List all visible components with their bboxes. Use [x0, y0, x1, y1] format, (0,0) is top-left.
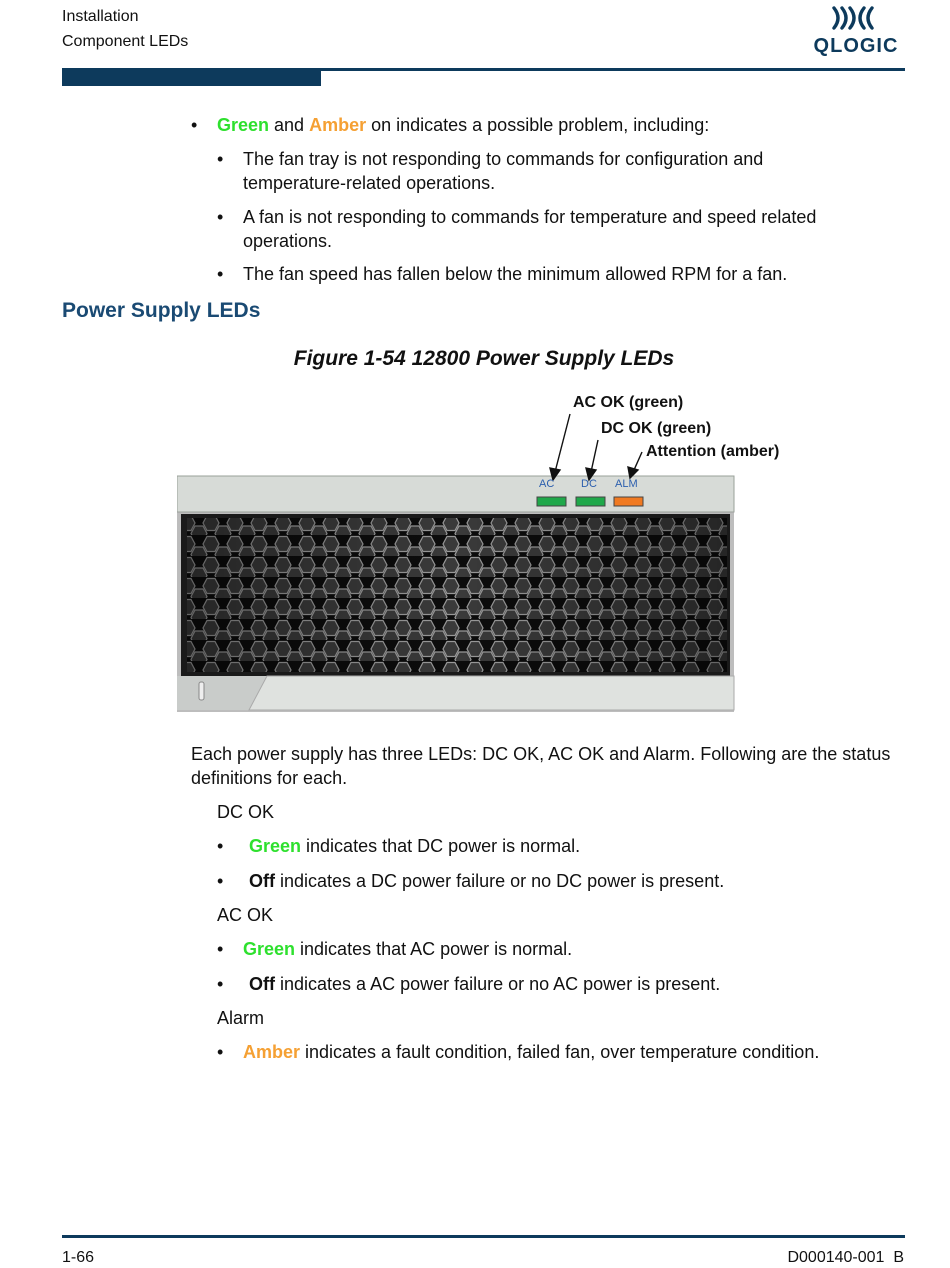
dc-led [576, 497, 605, 506]
green-keyword: Green [249, 836, 302, 856]
header-rule-accent [62, 68, 321, 86]
alm-led [614, 497, 643, 506]
bullet-dot: • [217, 149, 224, 169]
bullet-dot: • [217, 836, 224, 856]
bullet-dot: • [217, 939, 224, 959]
description-intro: Each power supply has three LEDs: DC OK, AC OK and Alarm. Following are the status definitions for each. [191, 744, 891, 788]
callout-attention: Attention (amber) [646, 443, 780, 460]
figure-caption: Figure 1-54 12800 Power Supply LEDs [293, 347, 675, 370]
intro-and: and [269, 115, 310, 135]
green-keyword: Green [243, 939, 296, 959]
bullet-dot: • [217, 1042, 224, 1062]
callout-dc-ok: DC OK (green) [601, 420, 712, 437]
ac-ok-off-text: indicates a AC power failure or no AC power is present. [275, 974, 721, 994]
ac-ok-heading: AC OK [217, 905, 274, 925]
alarm-heading: Alarm [217, 1008, 265, 1028]
bullet-dot: • [217, 871, 224, 891]
alm-led-label: ALM [615, 478, 638, 490]
green-keyword: Green [217, 115, 270, 135]
ac-ok-green-text: indicates that AC power is normal. [295, 939, 573, 959]
header-chapter: Installation [62, 8, 139, 25]
dc-ok-off-line [249, 869, 724, 893]
ac-ok-off-line [249, 972, 720, 996]
ac-led-label: AC [539, 478, 555, 490]
off-keyword: Off [249, 871, 275, 891]
bullet-dot: • [191, 115, 198, 135]
bullet-dot: • [217, 207, 224, 227]
page-number: 1-66 [62, 1249, 95, 1266]
fan-intro-line [217, 113, 897, 137]
off-keyword: Off [249, 974, 275, 994]
fan-item-3: The fan speed has fallen below the minimum allowed RPM for a fan. [243, 264, 788, 284]
dc-ok-off-text: indicates a DC power failure or no DC power is present. [275, 871, 725, 891]
dc-led-label: DC [581, 478, 597, 490]
callout-ac-ok: AC OK (green) [573, 394, 684, 411]
fan-item-2: A fan is not responding to commands for temperature and speed related operations. [243, 207, 817, 251]
power-supply-figure [177, 388, 789, 712]
dc-ok-green-line [249, 834, 580, 858]
header-section: Component LEDs [62, 33, 189, 50]
intro-rest: on indicates a possible problem, including: [366, 115, 710, 135]
amber-keyword: Amber [309, 115, 367, 135]
fan-item-1: The fan tray is not responding to commands for configuration and temperature-related operations. [243, 149, 764, 193]
alarm-amber-line [243, 1040, 819, 1064]
ac-led [537, 497, 566, 506]
ac-ok-green-line [243, 937, 572, 961]
section-heading: Power Supply LEDs [62, 299, 261, 322]
qlogic-logo-icon [830, 4, 876, 32]
alarm-amber-text: indicates a fault condition, failed fan, over temperature condition. [300, 1042, 820, 1062]
dc-ok-green-text: indicates that DC power is normal. [301, 836, 581, 856]
amber-keyword: Amber [243, 1042, 301, 1062]
document-id: D000140-001 B [787, 1249, 904, 1266]
dc-ok-heading: DC OK [217, 802, 275, 822]
bullet-dot: • [217, 264, 224, 284]
qlogic-logo-text: QLOGIC [813, 35, 899, 57]
footer-rule [62, 1235, 905, 1238]
bullet-dot: • [217, 974, 224, 994]
